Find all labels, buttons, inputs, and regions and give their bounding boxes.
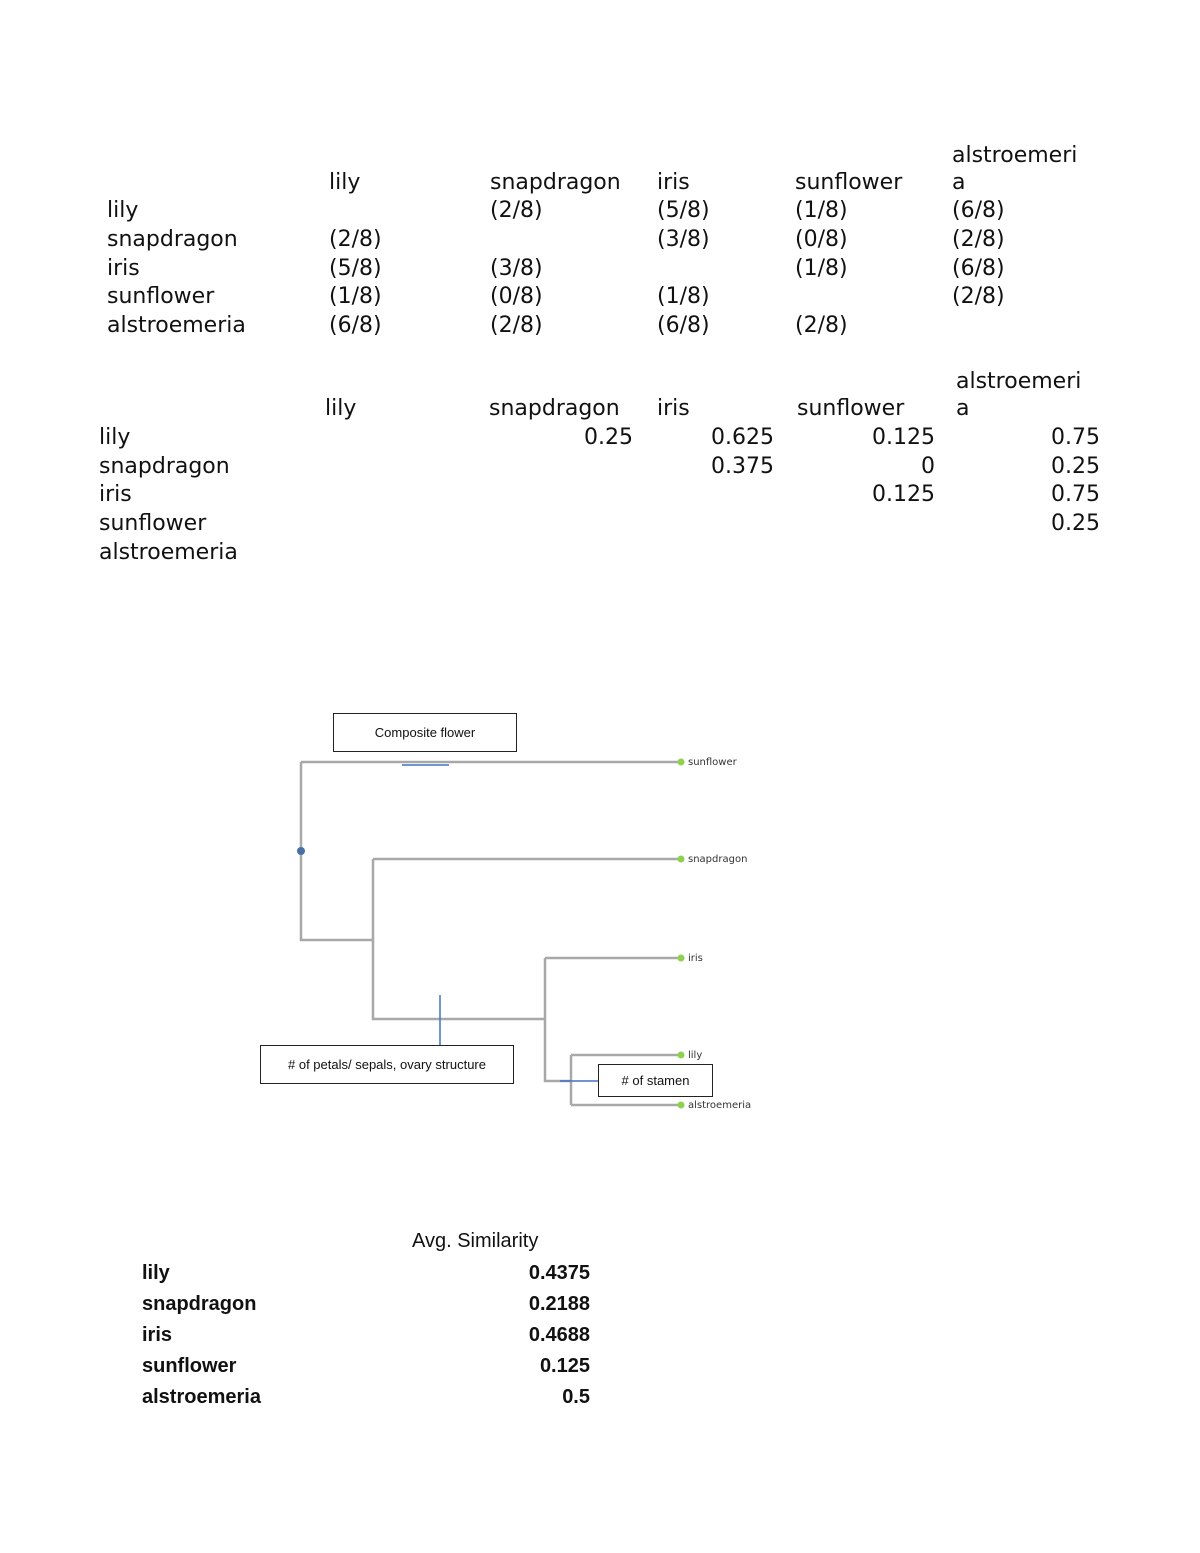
table-cell: (2/8): [795, 313, 848, 338]
table-cell: (3/8): [657, 227, 710, 252]
table-cell: (2/8): [490, 313, 543, 338]
table-cell: (2/8): [952, 227, 1005, 252]
col-header: a: [952, 170, 966, 195]
leaf-label: iris: [688, 953, 703, 964]
root-node-dot: [297, 847, 305, 855]
table-cell: 0.75: [1051, 482, 1100, 507]
table-cell: (6/8): [952, 198, 1005, 223]
col-header: a: [956, 396, 970, 421]
col-header: lily: [325, 396, 357, 421]
table-cell: 0: [921, 454, 935, 479]
row-label: sunflower: [107, 284, 215, 309]
leaf-dot: [678, 955, 685, 962]
table-cell: (1/8): [657, 284, 710, 309]
table-cell: (5/8): [657, 198, 710, 223]
leaf-dot: [678, 1052, 685, 1059]
petals-sepals-label: # of petals/ sepals, ovary structure: [260, 1045, 514, 1084]
leaf-label: sunflower: [688, 757, 737, 768]
row-label: alstroemeria: [99, 540, 238, 565]
leaf-label: lily: [688, 1050, 703, 1061]
avg-row-value: 0.4688: [528, 1324, 590, 1346]
avg-row-label: alstroemeria: [142, 1386, 261, 1408]
table-cell: (2/8): [952, 284, 1005, 309]
avg-header: Avg. Similarity: [412, 1230, 539, 1252]
row-label: iris: [107, 256, 140, 281]
branch-iris-clade: [545, 958, 571, 1081]
branch-snapdragon-clade: [373, 859, 545, 1019]
phylogenetic-tree: [140, 705, 1100, 1135]
table-cell: 0.25: [584, 425, 633, 450]
row-label: lily: [99, 425, 131, 450]
avg-row-label: snapdragon: [142, 1293, 257, 1315]
table-cell: (0/8): [795, 227, 848, 252]
avg-row-value: 0.2188: [528, 1293, 590, 1315]
avg-row-value: 0.5: [562, 1386, 590, 1408]
table-cell: (0/8): [490, 284, 543, 309]
table-cell: (3/8): [490, 256, 543, 281]
table-cell: (6/8): [952, 256, 1005, 281]
stamen-label: # of stamen: [598, 1064, 713, 1097]
avg-row-label: sunflower: [142, 1355, 237, 1377]
col-header: sunflower: [797, 396, 905, 421]
table-cell: (5/8): [329, 256, 382, 281]
col-header: alstroemeri: [956, 369, 1082, 394]
leaf-dot: [678, 759, 685, 766]
leaf-dot: [678, 856, 685, 863]
row-label: sunflower: [99, 511, 207, 536]
table-cell: 0.625: [711, 425, 774, 450]
col-header: lily: [329, 170, 361, 195]
table-cell: (6/8): [329, 313, 382, 338]
row-label: snapdragon: [107, 227, 238, 252]
table-cell: 0.25: [1051, 511, 1100, 536]
branch-root: [301, 762, 373, 940]
col-header: iris: [657, 170, 690, 195]
col-header: alstroemeri: [952, 143, 1078, 168]
table-cell: (1/8): [795, 256, 848, 281]
leaf-dot: [678, 1102, 685, 1109]
table-cell: 0.75: [1051, 425, 1100, 450]
avg-row-value: 0.125: [539, 1355, 590, 1377]
table-cell: 0.375: [711, 454, 774, 479]
table-cell: (1/8): [329, 284, 382, 309]
row-label: iris: [99, 482, 132, 507]
table-cell: 0.25: [1051, 454, 1100, 479]
leaf-label: alstroemeria: [688, 1100, 752, 1111]
avg-row-value: 0.4375: [528, 1262, 590, 1284]
table-cell: (2/8): [490, 198, 543, 223]
col-header: snapdragon: [490, 170, 621, 195]
col-header: sunflower: [795, 170, 903, 195]
table-cell: 0.125: [872, 425, 935, 450]
row-label: lily: [107, 198, 139, 223]
col-header: snapdragon: [489, 396, 620, 421]
composite-flower-label: Composite flower: [333, 713, 517, 752]
table-cell: 0.125: [872, 482, 935, 507]
row-label: snapdragon: [99, 454, 230, 479]
row-label: alstroemeria: [107, 313, 246, 338]
col-header: iris: [657, 396, 690, 421]
table-cell: (6/8): [657, 313, 710, 338]
leaf-label: snapdragon: [688, 854, 748, 865]
table-cell: (2/8): [329, 227, 382, 252]
avg-row-label: iris: [142, 1324, 173, 1346]
avg-row-label: lily: [142, 1262, 170, 1284]
table-cell: (1/8): [795, 198, 848, 223]
